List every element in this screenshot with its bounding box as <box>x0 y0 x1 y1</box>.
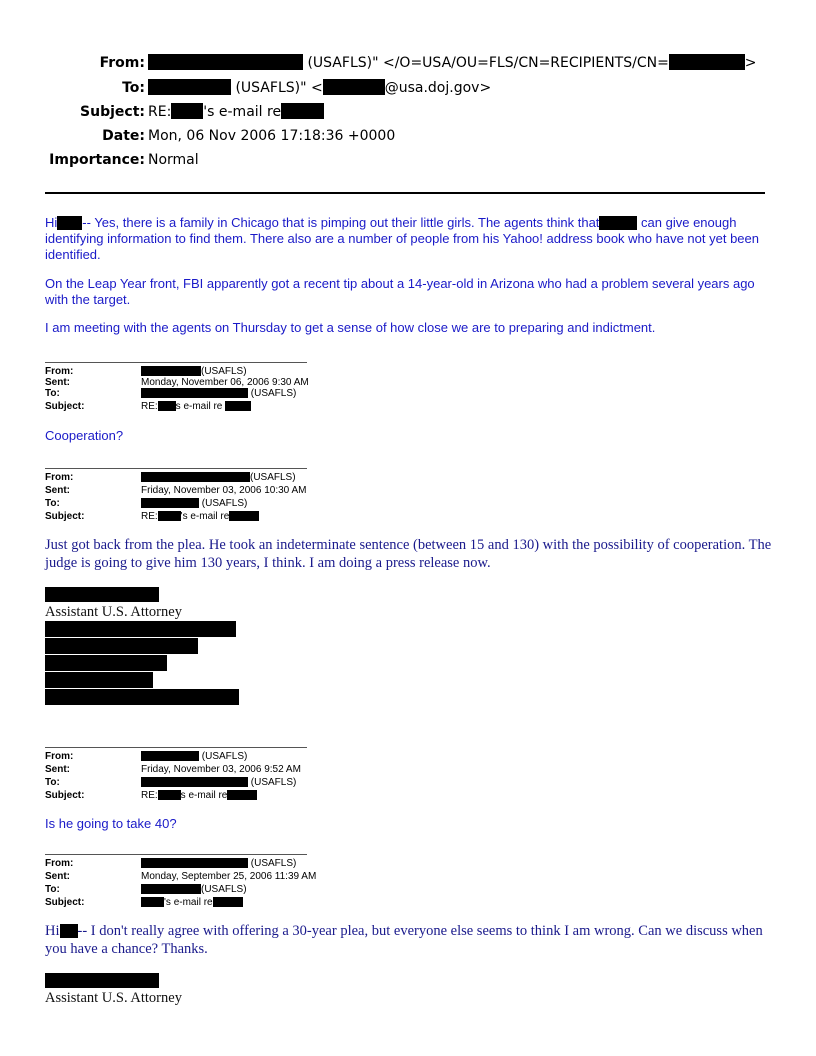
signature-name-redaction <box>45 587 159 602</box>
signature-redaction <box>45 689 239 705</box>
quote-separator <box>45 747 307 748</box>
quote-4-message: Hi -- I don't really agree with offering a 30-year plea, but everyone else seems to think I am wrong. Can we discuss when you have a chance? Thanks. <box>45 923 763 957</box>
to-label: To: <box>122 80 145 96</box>
redaction <box>141 897 164 907</box>
date-value: Mon, 06 Nov 2006 17:18:36 +0000 <box>148 128 396 144</box>
importance-label: Importance: <box>49 152 145 168</box>
header-date <box>0 127 816 147</box>
subject-prefix: RE: <box>148 104 172 120</box>
signature-redaction <box>45 621 236 637</box>
signature-redaction <box>45 672 153 688</box>
header-to <box>0 79 816 99</box>
subject-label: Subject: <box>80 104 145 120</box>
redaction <box>669 54 745 70</box>
from-value: (USAFLS)" </O=USA/OU=FLS/CN=RECIPIENTS/CN= <box>307 55 669 71</box>
quote-4-signature-title: Assistant U.S. Attorney <box>45 990 182 1006</box>
header-from <box>0 54 816 74</box>
redaction <box>141 777 248 787</box>
quote-separator <box>45 468 307 469</box>
redaction <box>158 790 181 800</box>
redaction <box>60 924 78 938</box>
quote-4-header: From: (USAFLS) Sent: Monday, September 25, 2006 11:39 AM To: (USAFLS) Subject: 's e-mail re <box>45 858 317 908</box>
quote-2-header: From: (USAFLS) Sent: Friday, November 03, 2006 10:30 AM To: (USAFLS) Subject: RE: 's e-mail re <box>45 472 307 522</box>
redaction <box>599 216 637 230</box>
to-value: (USAFLS)" < <box>235 80 323 96</box>
redaction <box>323 79 385 95</box>
redaction <box>141 498 199 508</box>
redaction <box>57 216 82 230</box>
redaction <box>141 858 248 868</box>
redaction <box>158 401 176 411</box>
body-paragraph-1: Hi -- Yes, there is a family in Chicago that is pimping out their little girls. The agents think that can give enough identifying information to find them. There also are a number of people from his Yahoo! address book who have not yet been identified. <box>45 215 759 262</box>
redaction <box>213 897 243 907</box>
redaction <box>227 790 257 800</box>
to-domain: @usa.doj.gov> <box>384 80 492 96</box>
subject-mid: 's e-mail re <box>203 104 282 120</box>
redaction <box>148 54 303 70</box>
importance-value: Normal <box>148 152 199 168</box>
quote-1-message: Cooperation? <box>45 428 124 443</box>
redaction <box>158 511 181 521</box>
quote-separator <box>45 362 307 363</box>
quote-2-sent: Friday, November 03, 2006 10:30 AM <box>141 485 307 496</box>
quote-3-sent: Friday, November 03, 2006 9:52 AM <box>141 764 301 775</box>
from-end: > <box>744 55 757 71</box>
redaction <box>141 472 250 482</box>
header-divider <box>45 192 765 194</box>
header-importance <box>0 151 816 171</box>
redaction <box>281 103 324 119</box>
redaction <box>171 103 203 119</box>
quote-4-sent: Monday, September 25, 2006 11:39 AM <box>141 871 317 882</box>
quote-1-header: From: (USAFLS) Sent: Monday, November 06, 2006 9:30 AM To: (USAFLS) Subject: RE: s e-mail re <box>45 366 309 412</box>
redaction <box>141 884 201 894</box>
quote-1-sent: Monday, November 06, 2006 9:30 AM <box>141 377 309 388</box>
redaction <box>141 388 248 398</box>
from-label: From: <box>99 55 145 71</box>
signature-name-redaction <box>45 973 159 988</box>
quote-separator <box>45 854 307 855</box>
redaction <box>141 751 199 761</box>
quote-2-message: Just got back from the plea. He took an indeterminate sentence (between 15 and 130) with the possibility of cooperation. The judge is going to give him 130 years, I think. I am doing a press release now. <box>45 537 772 571</box>
date-label: Date: <box>102 128 145 144</box>
quote-3-message: Is he going to take 40? <box>45 816 177 831</box>
redaction <box>141 366 201 376</box>
body-paragraph-2: On the Leap Year front, FBI apparently got a recent tip about a 14-year-old in Arizona who had a problem several years ago with the target. <box>45 276 755 307</box>
signature-redaction <box>45 638 198 654</box>
header-subject <box>0 103 816 123</box>
redaction <box>225 401 251 411</box>
quote-2-signature-title: Assistant U.S. Attorney <box>45 604 182 620</box>
redaction <box>148 79 231 95</box>
redaction <box>229 511 259 521</box>
signature-redaction <box>45 655 167 671</box>
body-paragraph-3: I am meeting with the agents on Thursday to get a sense of how close we are to preparing and indictment. <box>45 320 656 335</box>
quote-3-header: From: (USAFLS) Sent: Friday, November 03, 2006 9:52 AM To: (USAFLS) Subject: RE: s e-mail re <box>45 751 301 801</box>
